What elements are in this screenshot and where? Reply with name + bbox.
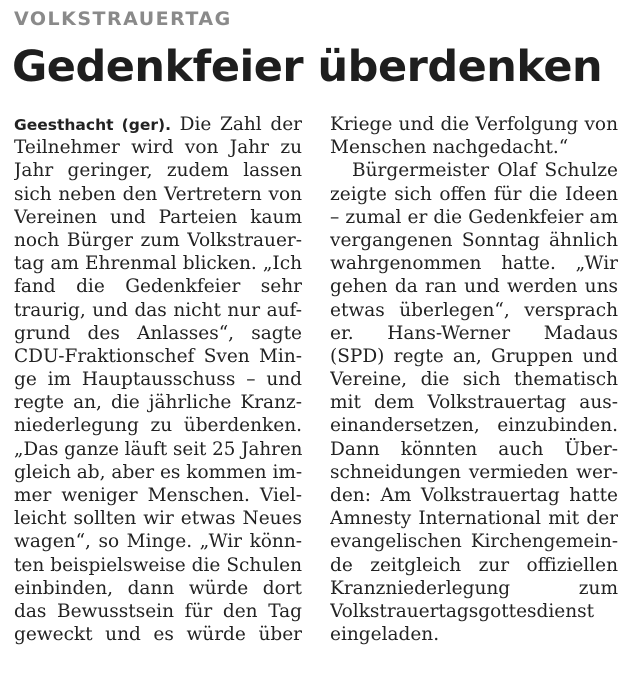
article-line: Bürgermeister Olaf Schulze — [352, 160, 618, 182]
article-line: ten beispielsweise die Schulen — [14, 554, 302, 576]
article-line: er. Hans-Werner Madaus — [330, 322, 618, 344]
article-line: Vereinen und Parteien kaum — [14, 206, 302, 228]
article-column-left — [14, 113, 302, 646]
article-column-right — [330, 113, 618, 646]
article-line: Menschen nachgedacht.“ — [330, 137, 569, 159]
article-line: Teilnehmer wird von Jahr zu — [14, 137, 302, 159]
article-dateline: Geesthacht (ger). — [14, 116, 171, 134]
article-line: gehen da ran und werden uns — [330, 276, 618, 298]
article-line: mit dem Volkstrauertag aus- — [330, 392, 618, 414]
article-line: Volkstrauertagsgottesdienst — [330, 600, 595, 622]
article-line: de zeitgleich zur offiziellen — [330, 554, 618, 576]
article-line: vergangenen Sonntag ähnlich — [330, 229, 618, 251]
article-line: einbinden, dann würde dort — [14, 577, 302, 599]
article-line: evangelischen Kirchengemein- — [330, 531, 618, 553]
article-line: wagen“, so Minge. „Wir könn- — [14, 531, 302, 553]
left-column-lines — [14, 136, 302, 646]
article-line: Kranzniederlegung zum — [330, 577, 618, 599]
article-line: sich neben den Vertretern von — [14, 183, 302, 205]
article-line: tag am Ehrenmal blicken. „Ich — [14, 253, 302, 275]
article-line: Dann könnten auch Über- — [330, 438, 618, 460]
article-line: geweckt und es würde über — [14, 624, 302, 646]
article-line: mer weniger Menschen. Viel- — [14, 485, 302, 506]
article-line-text: Die Zahl der — [170, 114, 302, 135]
article-line: etwas überlegen“, versprach — [330, 299, 618, 321]
article-line: CDU-Fraktionschef Sven Min- — [14, 345, 302, 367]
article-line: Amnesty International mit der — [330, 508, 618, 530]
article-line: den: Am Volkstrauertag hatte — [330, 485, 618, 506]
article-line: traurig, und das nicht nur auf- — [14, 299, 302, 321]
article-headline: Gedenkfeier überdenken — [12, 42, 603, 92]
article-line: „Das ganze läuft seit 25 Jahren — [14, 438, 302, 460]
article-line: leicht sollten wir etwas Neues — [14, 508, 302, 530]
article-line: regte an, die jährliche Kranz- — [14, 392, 302, 414]
article-line: noch Bürger zum Volkstrauer- — [14, 229, 302, 251]
article-line: ge im Hauptausschuss – und — [14, 369, 302, 391]
article-line: grund des Anlasses“, sagte — [14, 322, 302, 344]
article-line: wahrgenommen hatte. „Wir — [330, 253, 618, 275]
article-line: Vereine, die sich thematisch — [330, 369, 618, 391]
article-line: gleich ab, aber es kommen im- — [14, 461, 302, 483]
right-column-lines — [330, 113, 618, 646]
article-line: zeigte sich offen für die Ideen — [330, 183, 618, 205]
article-line: fand die Gedenkfeier sehr — [14, 276, 302, 298]
article-line: einandersetzen, einzubinden. — [330, 415, 618, 437]
article-line: – zumal er die Gedenkfeier am — [330, 206, 618, 228]
section-kicker: VOLKSTRAUERTAG — [14, 8, 232, 30]
article-line: das Bewusstsein für den Tag — [14, 600, 302, 622]
article-line: schneidungen vermieden wer- — [330, 461, 618, 483]
article-line: eingeladen. — [330, 624, 440, 646]
article-line — [14, 113, 302, 136]
article-line: Jahr geringer, zudem lassen — [14, 160, 302, 182]
article-line: Kriege und die Verfolgung von — [330, 114, 618, 135]
article-line: niederlegung zu überdenken. — [14, 415, 302, 437]
article-line: (SPD) regte an, Gruppen und — [330, 345, 618, 367]
